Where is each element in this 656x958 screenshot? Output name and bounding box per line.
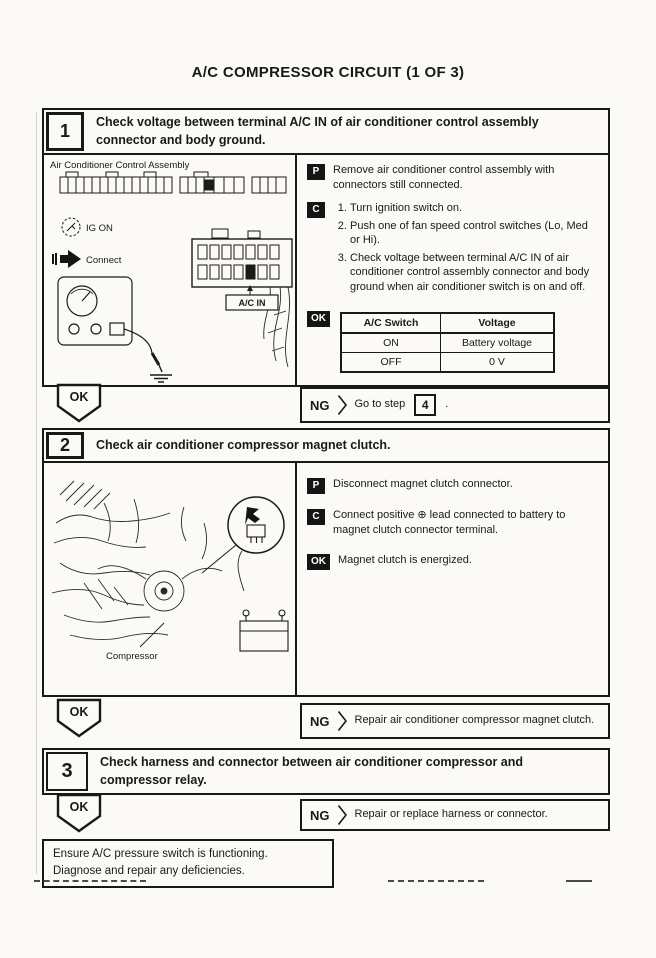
control-assembly-diagram (44, 155, 295, 383)
step-2-number: 2 (46, 432, 84, 459)
scan-artifact (388, 880, 484, 882)
step-1-body (42, 155, 610, 387)
ng-row-step3 (300, 799, 610, 831)
ng-action-text: Repair air conditioner compressor magnet clutch. (354, 714, 595, 727)
step-2 (42, 428, 610, 739)
final-instruction-line2: Diagnose and repair any deficiencies. (53, 865, 245, 878)
final-instruction-line1: Ensure A/C pressure switch is functioning. (53, 848, 268, 860)
ok-label: OK (69, 705, 89, 719)
ig-on-label: IG ON (86, 223, 113, 234)
table-row (341, 333, 554, 353)
ok-tag: OK (307, 554, 330, 570)
ok-condition (307, 553, 599, 570)
ng-row-step1 (300, 387, 610, 423)
prep-instruction (307, 477, 599, 494)
ng-label: NG (310, 807, 330, 823)
check-instruction (307, 201, 599, 297)
check-tag: C (307, 202, 325, 218)
check-item: 1. Turn ignition switch on. (350, 201, 599, 216)
ok-arrow-icon (56, 383, 102, 423)
ng-label: NG (310, 397, 330, 413)
ok-label: OK (69, 800, 89, 814)
multimeter-icon (58, 277, 132, 345)
ok-arrow (56, 383, 102, 428)
scan-artifact (36, 112, 37, 874)
magnet-clutch-callout (202, 497, 284, 573)
prep-text: Remove air conditioner control assembly with connectors still connected. (333, 164, 555, 191)
ok-label: OK (69, 390, 89, 404)
step-1-diagram-panel (44, 155, 297, 385)
check-item: 2. Push one of fan speed control switches (Lo, Med or Hi). (350, 219, 599, 248)
step-2-instructions (297, 463, 608, 695)
table-cell: 0 V (441, 353, 555, 373)
diagram-title: Air Conditioner Control Assembly (50, 160, 190, 171)
step-1-instructions (297, 155, 608, 385)
table-row (341, 353, 554, 373)
ng-action-text: Repair or replace harness or connector. (354, 808, 548, 821)
step-1 (42, 108, 610, 423)
step-3-heading: Check harness and connector between air conditioner compressor and compressor relay. (100, 755, 524, 787)
ac-in-label: A/C IN (238, 298, 266, 308)
check-instruction (307, 508, 599, 537)
step-1-number: 1 (46, 112, 84, 151)
step-2-diagram-panel (44, 463, 297, 695)
table-header-cell: Voltage (441, 313, 555, 333)
prep-instruction (307, 163, 599, 192)
ac-in-connector-icon (192, 229, 292, 287)
table-cell: Battery voltage (441, 333, 555, 353)
ng-action-text: Go to step (354, 398, 406, 411)
ok-text: Magnet clutch is energized. (338, 554, 472, 567)
compressor-illustration (44, 463, 295, 695)
ok-voltage-table (340, 312, 555, 373)
step-3 (42, 748, 610, 831)
table-header-cell: A/C Switch (341, 313, 441, 333)
ok-condition (307, 310, 599, 373)
ok-tag: OK (307, 311, 330, 327)
step-2-heading: Check air conditioner compressor magnet clutch. (96, 437, 391, 452)
step-2-body (42, 463, 610, 697)
check-tag: C (307, 509, 325, 525)
step-3-header (42, 748, 610, 795)
connect-label: Connect (86, 255, 122, 266)
ok-arrow (56, 698, 102, 743)
ignition-key-icon (62, 218, 80, 236)
table-cell: ON (341, 333, 441, 353)
step-1-header (42, 108, 610, 155)
ok-arrow-icon (56, 793, 102, 833)
ng-suffix: . (445, 398, 449, 411)
probe-and-ground-icon (124, 329, 172, 382)
ng-row-step2 (300, 703, 610, 739)
connector-strip-icons (60, 172, 286, 193)
step-3-number: 3 (46, 752, 88, 791)
ng-chevron-icon (337, 394, 348, 416)
ok-arrow-icon (56, 698, 102, 738)
ng-chevron-icon (337, 710, 348, 732)
compressor-leader-line (140, 623, 164, 647)
check-text: Connect positive ⊕ lead connected to battery to magnet clutch connector terminal. (333, 509, 566, 536)
ok-arrow (56, 793, 102, 838)
table-cell: OFF (341, 353, 441, 373)
prep-tag: P (307, 164, 325, 180)
ng-chevron-icon (337, 804, 348, 826)
step-1-heading: Check voltage between terminal A/C IN of air conditioner control assembly connector and body ground. (96, 115, 539, 147)
page-title: A/C COMPRESSOR CIRCUIT (1 OF 3) (191, 64, 465, 81)
prep-text: Disconnect magnet clutch connector. (333, 478, 513, 490)
step-ref-box: 4 (414, 394, 436, 416)
ng-label: NG (310, 713, 330, 729)
check-item: 3. Check voltage between terminal A/C IN of air conditioner control assembly connector and body ground when air conditioner switch is on and off. (350, 251, 599, 295)
check-items-list (333, 201, 599, 297)
scan-artifact (34, 880, 146, 882)
step-2-header (42, 428, 610, 463)
engine-sketch (52, 481, 244, 640)
battery-icon (240, 610, 288, 651)
connect-arrow-icon (53, 250, 81, 268)
prep-tag: P (307, 478, 325, 494)
scan-artifact (566, 880, 592, 882)
compressor-label: Compressor (106, 651, 158, 662)
